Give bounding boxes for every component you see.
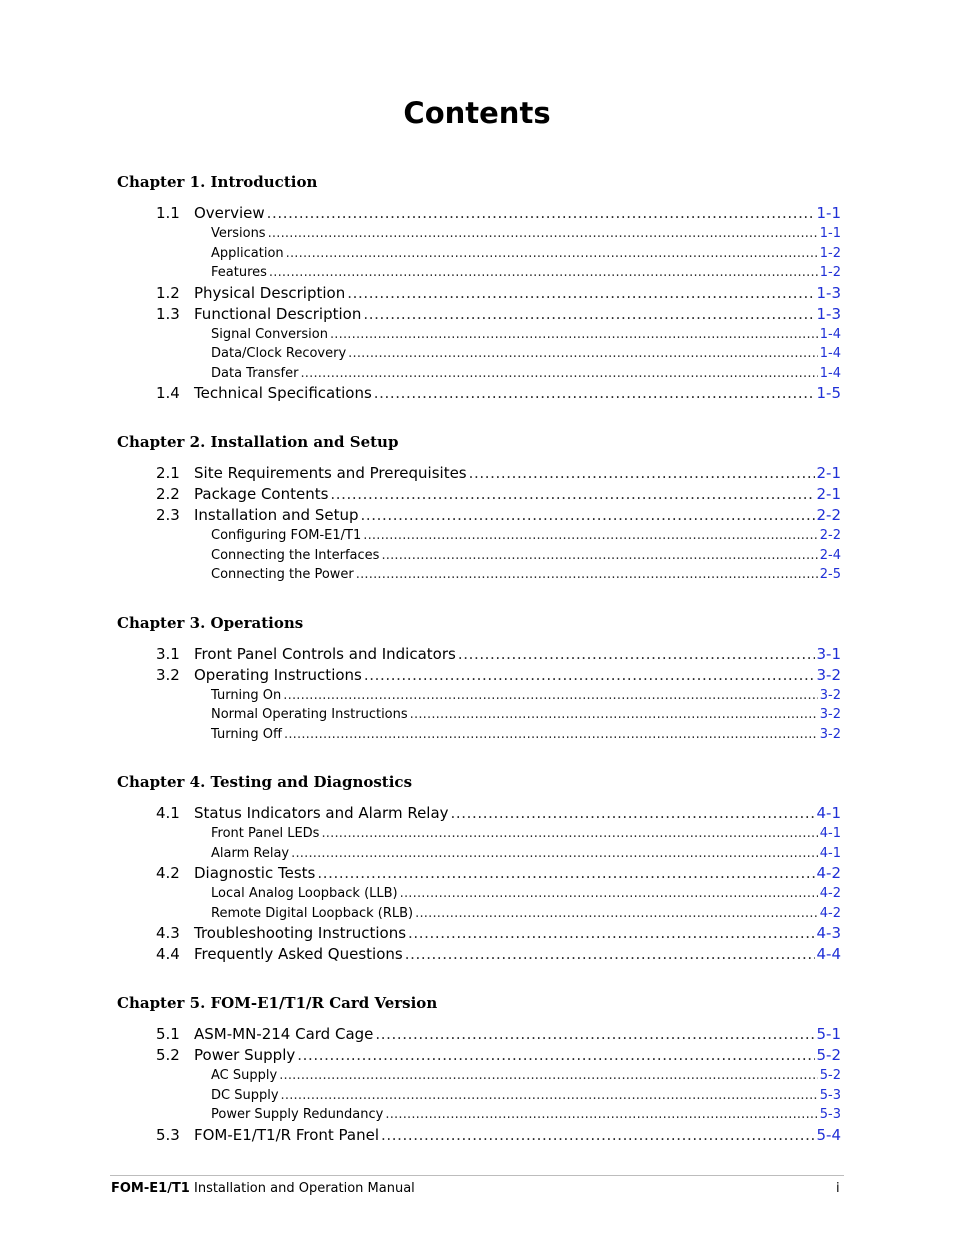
chapter-block [117, 172, 841, 404]
footer-product: FOM-E1/T1 [111, 1181, 190, 1196]
toc-subsection-entry[interactable] [117, 526, 841, 546]
dot-leader [268, 224, 818, 244]
toc-section-entry[interactable] [117, 304, 841, 325]
dot-leader [381, 546, 817, 566]
toc-subsection-entry[interactable] [117, 824, 841, 844]
dot-leader [321, 824, 817, 844]
chapter-block [117, 613, 841, 745]
page-link[interactable]: 4-1 [819, 826, 841, 841]
toc-subsection-entry[interactable] [117, 244, 841, 264]
entry-title: Functional Description [194, 304, 362, 323]
dot-leader [281, 1086, 818, 1106]
dot-leader [385, 1105, 817, 1125]
chapter-title[interactable]: Chapter 5. FOM-E1/T1/R Card Version [117, 994, 438, 1012]
page-link[interactable]: 3-2 [819, 687, 841, 703]
page-link[interactable]: 2-1 [816, 464, 841, 482]
dot-leader [347, 283, 814, 304]
section-number: 2.2 [156, 485, 180, 503]
entry-title: Front Panel Controls and Indicators [194, 644, 456, 663]
entry-title: Diagnostic Tests [194, 864, 316, 882]
entry-title: Site Requirements and Prerequisites [194, 464, 467, 482]
toc-subsection-entry[interactable] [117, 565, 841, 585]
dot-leader [458, 644, 815, 665]
entry-title: Connecting the Power [211, 567, 354, 582]
page-link[interactable]: 2-1 [816, 485, 841, 503]
section-number: 4.3 [156, 924, 180, 942]
chapter-block [117, 772, 841, 965]
chapter-spacer [117, 744, 841, 772]
entry-title: Overview [194, 204, 265, 222]
page-link[interactable]: 3-2 [819, 707, 841, 722]
chapter-title[interactable]: Chapter 2. Installation and Setup [117, 433, 399, 451]
toc-subsection-entry[interactable] [117, 1066, 841, 1086]
chapter-block [117, 432, 841, 585]
dot-leader [286, 244, 818, 264]
page-link[interactable]: 4-2 [816, 864, 841, 882]
entry-title: Package Contents [194, 485, 329, 503]
entry-title: Remote Digital Loopback (RLB) [211, 905, 414, 921]
page-link[interactable]: 1-5 [816, 384, 841, 402]
chapter-title[interactable]: Chapter 4. Testing and Diagnostics [117, 773, 413, 791]
toc-subsection-entry[interactable] [117, 224, 841, 244]
dot-leader [279, 1066, 818, 1086]
dot-leader [415, 904, 818, 924]
page-link[interactable]: 1-2 [819, 245, 841, 261]
page-link[interactable]: 3-2 [816, 665, 841, 684]
page-link[interactable]: 1-4 [819, 326, 841, 342]
section-number: 3.1 [156, 644, 180, 663]
section-number: 5.2 [156, 1046, 180, 1064]
toc-section-entry[interactable] [117, 505, 841, 526]
dot-leader [405, 944, 815, 965]
entry-title: Features [211, 265, 267, 280]
entry-title: Application [211, 245, 284, 261]
dot-leader [330, 325, 818, 345]
page-link[interactable]: 3-1 [816, 644, 841, 663]
page-link[interactable]: 2-2 [819, 528, 841, 543]
dot-leader [330, 484, 814, 505]
toc-section-entry[interactable] [117, 1045, 841, 1066]
dot-leader [291, 844, 818, 864]
section-number: 2.1 [156, 464, 180, 482]
toc-subsection-entry[interactable] [117, 1105, 841, 1125]
page-link[interactable]: 2-2 [816, 506, 841, 524]
dot-leader [408, 923, 814, 944]
section-number: 4.4 [156, 945, 180, 963]
entry-title: Local Analog Loopback (LLB) [211, 886, 398, 901]
entry-title: AC Supply [211, 1068, 278, 1083]
dot-leader [317, 863, 814, 884]
entry-title: Versions [211, 226, 266, 241]
page-link[interactable]: 4-3 [816, 924, 841, 942]
page-link[interactable]: 1-3 [816, 304, 841, 323]
footer-page-number: i [836, 1181, 840, 1196]
entry-title: Physical Description [194, 283, 346, 302]
dot-leader [469, 463, 815, 484]
toc-subsection-entry[interactable] [117, 705, 841, 725]
dot-leader [374, 383, 815, 404]
entry-title: Troubleshooting Instructions [194, 924, 407, 942]
entry-title: Power Supply Redundancy [211, 1107, 384, 1122]
page-link[interactable]: 1-1 [819, 226, 841, 241]
dot-leader [267, 203, 815, 224]
dot-leader [410, 705, 818, 725]
toc-section-entry[interactable] [117, 484, 841, 505]
entry-title: Technical Specifications [194, 384, 372, 402]
entry-title: Installation and Setup [194, 506, 359, 524]
page-title: Contents [403, 96, 551, 130]
section-number: 3.2 [156, 665, 180, 684]
dot-leader [381, 1125, 815, 1146]
entry-title: Front Panel LEDs [211, 826, 320, 841]
chapter-title[interactable]: Chapter 1. Introduction [117, 173, 318, 191]
entry-title: Operating Instructions [194, 665, 362, 684]
entry-title: ASM-MN-214 Card Cage [194, 1025, 374, 1043]
dot-leader [451, 803, 815, 824]
dot-leader [297, 1045, 814, 1066]
toc-subsection-entry[interactable] [117, 325, 841, 345]
page-link[interactable]: 2-4 [819, 547, 841, 563]
page-link[interactable]: 1-1 [816, 204, 841, 222]
entry-title: FOM-E1/T1/R Front Panel [194, 1125, 379, 1144]
toc-subsection-entry[interactable] [117, 344, 841, 364]
page-link[interactable]: 4-1 [816, 804, 841, 822]
section-number: 1.2 [156, 283, 180, 302]
page-link[interactable]: 4-4 [816, 945, 841, 963]
dot-leader [363, 526, 818, 546]
entry-title: Configuring FOM-E1/T1 [211, 528, 362, 543]
toc-subsection-entry[interactable] [117, 884, 841, 904]
table-of-contents [117, 172, 841, 1146]
entry-title: Normal Operating Instructions [211, 707, 408, 722]
section-number: 4.1 [156, 804, 180, 822]
entry-title: Alarm Relay [211, 845, 290, 861]
toc-subsection-entry[interactable] [117, 263, 841, 283]
page-link[interactable]: 5-1 [816, 1025, 841, 1043]
section-number: 1.1 [156, 204, 180, 222]
toc-subsection-entry[interactable] [117, 546, 841, 566]
page-link[interactable]: 5-2 [816, 1046, 841, 1064]
dot-leader [400, 884, 818, 904]
toc-section-entry[interactable] [117, 1125, 841, 1146]
toc-section-entry[interactable] [117, 863, 841, 884]
section-number: 1.4 [156, 384, 180, 402]
section-number: 2.3 [156, 506, 180, 524]
dot-leader [356, 565, 818, 585]
entry-title: Frequently Asked Questions [194, 945, 403, 963]
footer-manual-title [111, 1181, 415, 1196]
toc-section-entry[interactable] [117, 383, 841, 404]
dot-leader [348, 344, 818, 364]
page-link[interactable]: 4-1 [819, 845, 841, 861]
chapter-spacer [117, 585, 841, 613]
page-link[interactable]: 1-4 [819, 346, 841, 361]
entry-title: DC Supply [211, 1087, 279, 1103]
entry-title: Status Indicators and Alarm Relay [194, 804, 449, 822]
page-link[interactable]: 4-2 [819, 905, 841, 921]
toc-subsection-entry[interactable] [117, 686, 841, 706]
page-link[interactable]: 1-3 [816, 283, 841, 302]
page-link[interactable]: 5-3 [819, 1107, 841, 1122]
page-link[interactable]: 3-2 [819, 726, 841, 742]
entry-title: Connecting the Interfaces [211, 547, 380, 563]
toc-section-entry[interactable] [117, 803, 841, 824]
toc-section-entry[interactable] [117, 944, 841, 965]
chapter-block [117, 993, 841, 1146]
dot-leader [375, 1024, 814, 1045]
toc-section-entry[interactable] [117, 463, 841, 484]
page-link[interactable]: 5-2 [819, 1068, 841, 1083]
toc-subsection-entry[interactable] [117, 725, 841, 745]
toc-section-entry[interactable] [117, 644, 841, 665]
toc-section-entry[interactable] [117, 665, 841, 686]
chapter-spacer [117, 965, 841, 993]
entry-title: Turning On [211, 687, 282, 703]
toc-section-entry[interactable] [117, 1024, 841, 1045]
page-link[interactable]: 5-3 [819, 1087, 841, 1103]
chapter-spacer [117, 404, 841, 432]
toc-subsection-entry[interactable] [117, 904, 841, 924]
chapter-title[interactable]: Chapter 3. Operations [117, 613, 304, 632]
entry-title: Signal Conversion [211, 326, 328, 342]
footer-divider [110, 1175, 844, 1176]
page-link[interactable]: 4-2 [819, 886, 841, 901]
toc-subsection-entry[interactable] [117, 844, 841, 864]
dot-leader [363, 304, 814, 325]
toc-subsection-entry[interactable] [117, 364, 841, 384]
section-number: 5.1 [156, 1025, 180, 1043]
section-number: 1.3 [156, 304, 180, 323]
dot-leader [361, 505, 815, 526]
toc-section-entry[interactable] [117, 923, 841, 944]
section-number: 4.2 [156, 864, 180, 882]
toc-subsection-entry[interactable] [117, 1086, 841, 1106]
page-link[interactable]: 1-4 [819, 365, 841, 381]
toc-section-entry[interactable] [117, 283, 841, 304]
page-link[interactable]: 1-2 [819, 265, 841, 280]
entry-title: Turning Off [211, 726, 282, 742]
footer-manual: Installation and Operation Manual [189, 1181, 415, 1196]
entry-title: Data/Clock Recovery [211, 346, 347, 361]
dot-leader [364, 665, 815, 686]
dot-leader [283, 686, 817, 706]
entry-title: Power Supply [194, 1046, 296, 1064]
page-link[interactable]: 2-5 [819, 567, 841, 582]
dot-leader [269, 263, 818, 283]
dot-leader [300, 364, 817, 384]
entry-title: Data Transfer [211, 365, 299, 381]
dot-leader [284, 725, 818, 745]
section-number: 5.3 [156, 1125, 180, 1144]
toc-section-entry[interactable] [117, 203, 841, 224]
page-link[interactable]: 5-4 [816, 1125, 841, 1144]
